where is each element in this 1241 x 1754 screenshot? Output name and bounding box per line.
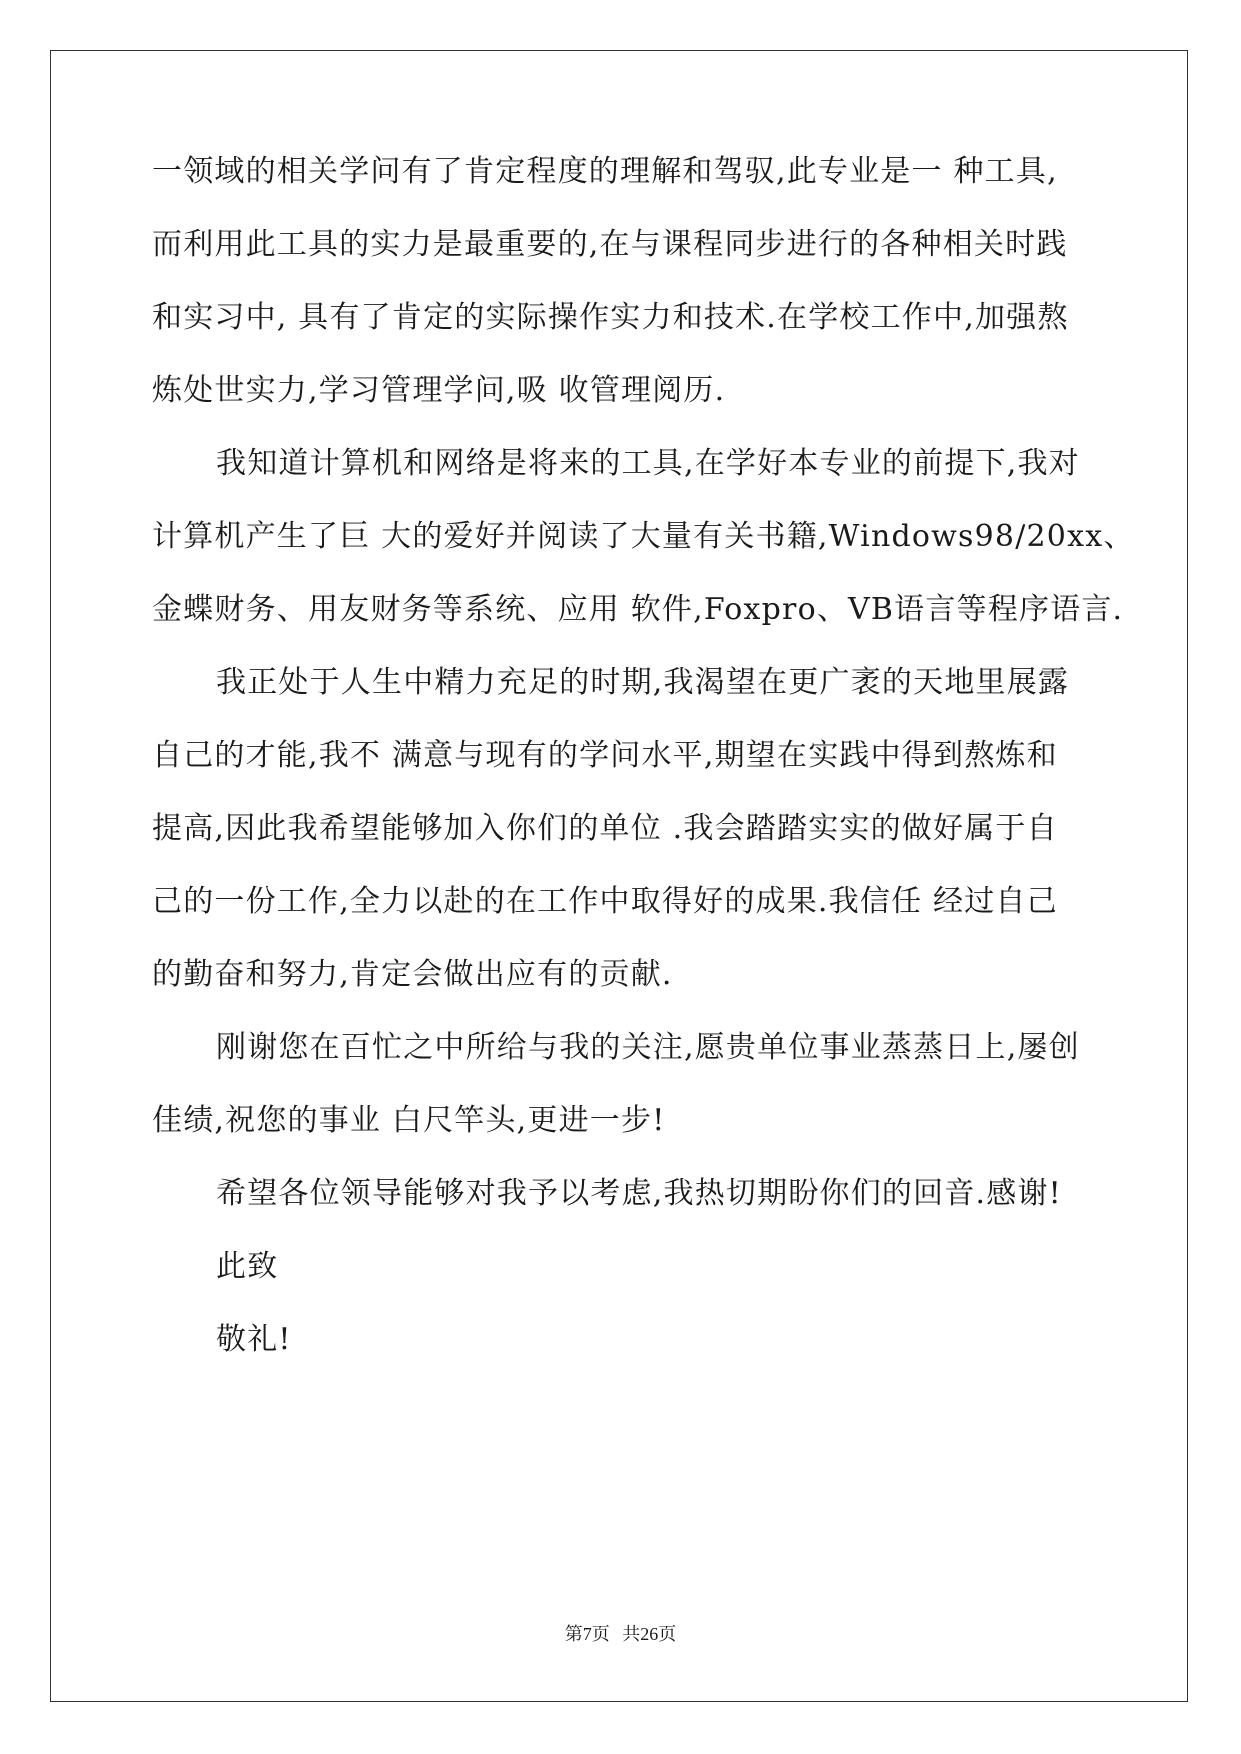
- text-line: 自己的才能,我不 满意与现有的学问水平,期望在实践中得到熬炼和: [152, 738, 1058, 773]
- text-line: 此致: [216, 1249, 279, 1284]
- text-line: 而利用此工具的实力是最重要的,在与课程同步进行的各种相关时践: [152, 227, 1068, 262]
- text-line: 金蝶财务、用友财务等系统、应用 软件,Foxpro、VB语言等程序语言.: [152, 592, 1124, 627]
- page-footer: [0, 1622, 1241, 1646]
- text-line: 佳绩,祝您的事业 白尺竿头,更进一步!: [152, 1103, 666, 1138]
- text-line: 我正处于人生中精力充足的时期,我渴望在更广袤的天地里展露: [216, 665, 1070, 700]
- text-line: 刚谢您在百忙之中所给与我的关注,愿贵单位事业蒸蒸日上,屡创: [216, 1030, 1080, 1065]
- text-line: 我知道计算机和网络是将来的工具,在学好本专业的前提下,我对: [216, 446, 1080, 481]
- text-line: 希望各位领导能够对我予以考虑,我热切期盼你们的回音.感谢!: [216, 1176, 1062, 1211]
- text-line: 和实习中, 具有了肯定的实际操作实力和技术.在学校工作中,加强熬: [152, 300, 1069, 335]
- page-total: 共26页: [622, 1624, 677, 1644]
- text-line: 炼处世实力,学习管理学问,吸 收管理阅历.: [152, 373, 726, 408]
- text-line: 一领域的相关学问有了肯定程度的理解和驾驭,此专业是一 种工具,: [152, 154, 1058, 189]
- text-line: 计算机产生了巨 大的爱好并阅读了大量有关书籍,Windows98/20xx、: [152, 519, 1135, 554]
- text-line: 提高,因此我希望能够加入你们的单位 .我会踏踏实实的做好属于自: [152, 811, 1058, 846]
- page-number: 第7页: [564, 1624, 610, 1644]
- text-line: 己的一份工作,全力以赴的在工作中取得好的成果.我信任 经过自己: [152, 884, 1058, 919]
- text-line: 的勤奋和努力,肯定会做出应有的贡献.: [152, 957, 673, 992]
- text-line: 敬礼!: [216, 1322, 292, 1357]
